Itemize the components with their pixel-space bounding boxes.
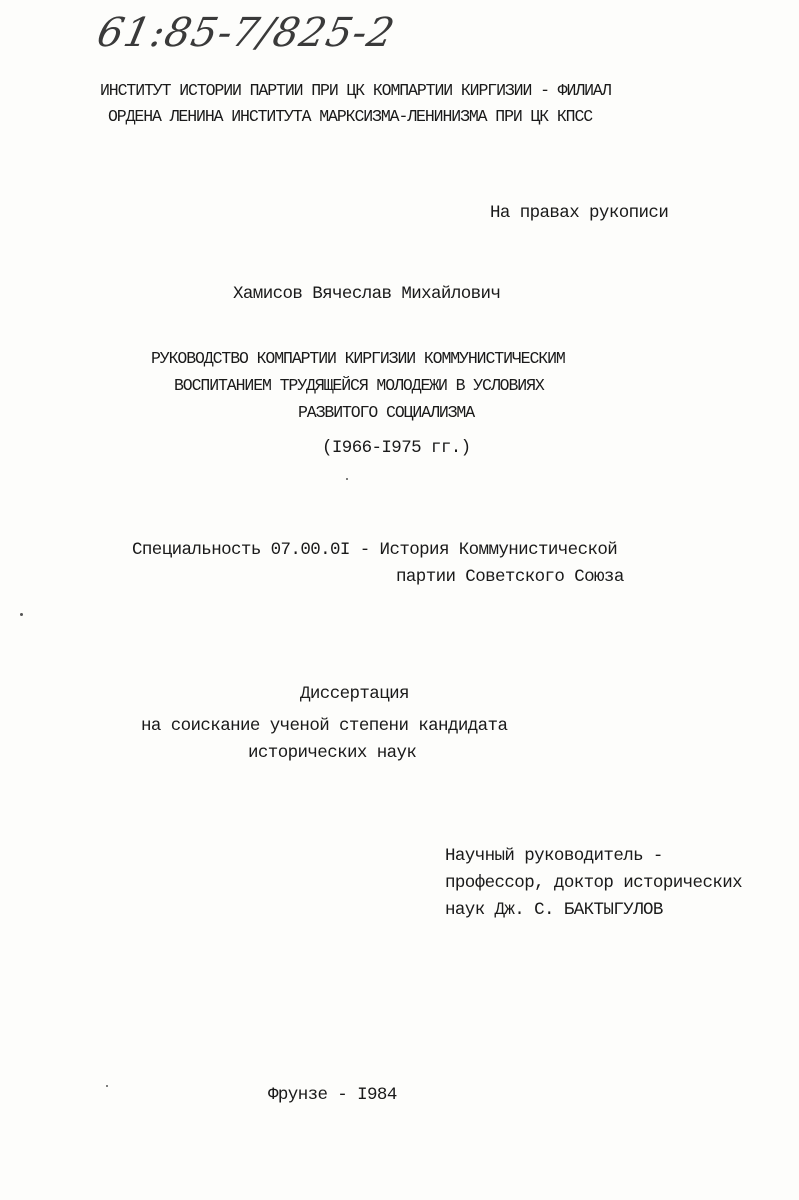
specialty-line-2: партии Советского Союза bbox=[396, 567, 624, 587]
manuscript-rights-note: На правах рукописи bbox=[490, 203, 669, 223]
institute-line-1: ИНСТИТУТ ИСТОРИИ ПАРТИИ ПРИ ЦК КОМПАРТИИ КИРГИЗИИ - ФИЛИАЛ bbox=[100, 81, 611, 100]
title-line-3: РАЗВИТОГО СОЦИАЛИЗМА bbox=[298, 403, 475, 422]
dissertation-field: исторических наук bbox=[248, 743, 417, 763]
dissertation-degree: на соискание ученой степени кандидата bbox=[141, 716, 508, 736]
author-name: Хамисов Вячеслав Михайлович bbox=[233, 284, 501, 304]
archive-mark-handwritten: 61:85-7/825-2 bbox=[93, 10, 399, 56]
supervisor-title: профессор, доктор исторических bbox=[445, 873, 743, 893]
scan-speck bbox=[346, 478, 348, 480]
title-line-2: ВОСПИТАНИЕМ ТРУДЯЩЕЙСЯ МОЛОДЕЖИ В УСЛОВИЯХ bbox=[174, 376, 544, 395]
scan-speck bbox=[20, 613, 23, 616]
specialty-line-1: Специальность 07.00.0I - История Коммунистической bbox=[132, 540, 618, 560]
supervisor-label: Научный руководитель - bbox=[445, 846, 663, 866]
place-and-year: Фрунзе - I984 bbox=[268, 1085, 397, 1105]
supervisor-name: наук Дж. С. БАКТЫГУЛОВ bbox=[445, 900, 663, 920]
title-line-1: РУКОВОДСТВО КОМПАРТИИ КИРГИЗИИ КОММУНИСТИЧЕСКИМ bbox=[151, 349, 565, 368]
title-years: (I966-I975 гг.) bbox=[322, 438, 471, 458]
institute-line-2: ОРДЕНА ЛЕНИНА ИНСТИТУТА МАРКСИЗМА-ЛЕНИНИЗМА ПРИ ЦК КПСС bbox=[108, 107, 593, 126]
scan-speck bbox=[106, 1085, 108, 1087]
dissertation-heading: Диссертация bbox=[300, 684, 409, 704]
